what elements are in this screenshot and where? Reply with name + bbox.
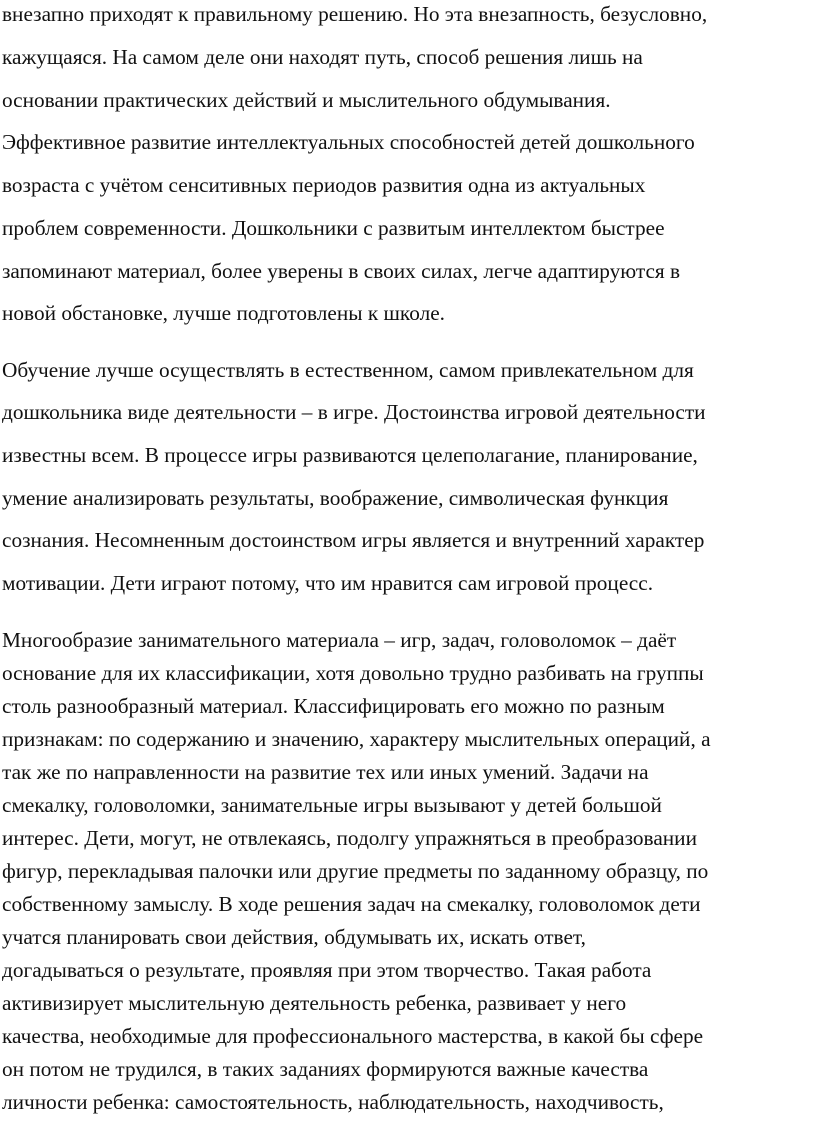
text-line: смекалку, головоломки, занимательные игры вызывают у детей большой [2,793,662,817]
text-line: Многообразие занимательного материала – игр, задач, головоломок – даёт [2,628,677,652]
text-line: основание для их классификации, хотя довольно трудно разбивать на группы [2,661,704,685]
text-line: Обучение лучше осуществлять в естественном, самом привлекательном для [2,358,694,382]
text-line: Эффективное развитие интеллектуальных способностей детей дошкольного [2,130,695,154]
text-line: новой обстановке, лучше подготовлены к школе. [2,301,445,325]
text-line: личности ребенка: самостоятельность, наблюдательность, находчивость, [2,1090,664,1114]
text-line: внезапно приходят к правильному решению. Но эта внезапность, безусловно, [2,2,708,26]
text-line: мотивации. Дети играют потому, что им нравится сам игровой процесс. [2,571,654,595]
text-line: активизирует мыслительную деятельность ребенка, развивает у него [2,991,627,1015]
text-line: дошкольника виде деятельности – в игре. Достоинства игровой деятельности [2,400,706,424]
text-line: умение анализировать результаты, воображение, символическая функция [2,486,669,510]
text-line: возраста с учётом сенситивных периодов развития одна из актуальных [2,173,646,197]
text-line: интерес. Дети, могут, не отвлекаясь, подолгу упражняться в преобразовании [2,826,697,850]
text-line: сознания. Несомненным достоинством игры является и внутренний характер [2,528,705,552]
text-line: собственному замыслу. В ходе решения задач на смекалку, головоломок дети [2,892,701,916]
text-line: догадываться о результате, проявляя при этом творчество. Такая работа [2,958,652,982]
text-line: качества, необходимые для профессионального мастерства, в какой бы сфере [2,1024,704,1048]
text-line: кажущаяся. На самом деле они находят путь, способ решения лишь на [2,45,643,69]
text-line: так же по направленности на развитие тех или иных умений. Задачи на [2,760,649,784]
text-line: фигур, перекладывая палочки или другие предметы по заданному образцу, по [2,859,709,883]
text-line: известны всем. В процессе игры развиваются целеполагание, планирование, [2,443,698,467]
text-line: запоминают материал, более уверены в своих силах, легче адаптируются в [2,259,681,283]
text-line: признакам: по содержанию и значению, характеру мыслительных операций, а [2,727,711,751]
text-line: основании практических действий и мыслительного обдумывания. [2,88,611,112]
text-line: учатся планировать свои действия, обдумывать их, искать ответ, [2,925,586,949]
text-line: он потом не трудился, в таких заданиях формируются важные качества [2,1057,649,1081]
text-line: столь разнообразный материал. Классифицировать его можно по разным [2,694,665,718]
text-line: проблем современности. Дошкольники с развитым интеллектом быстрее [2,216,665,240]
